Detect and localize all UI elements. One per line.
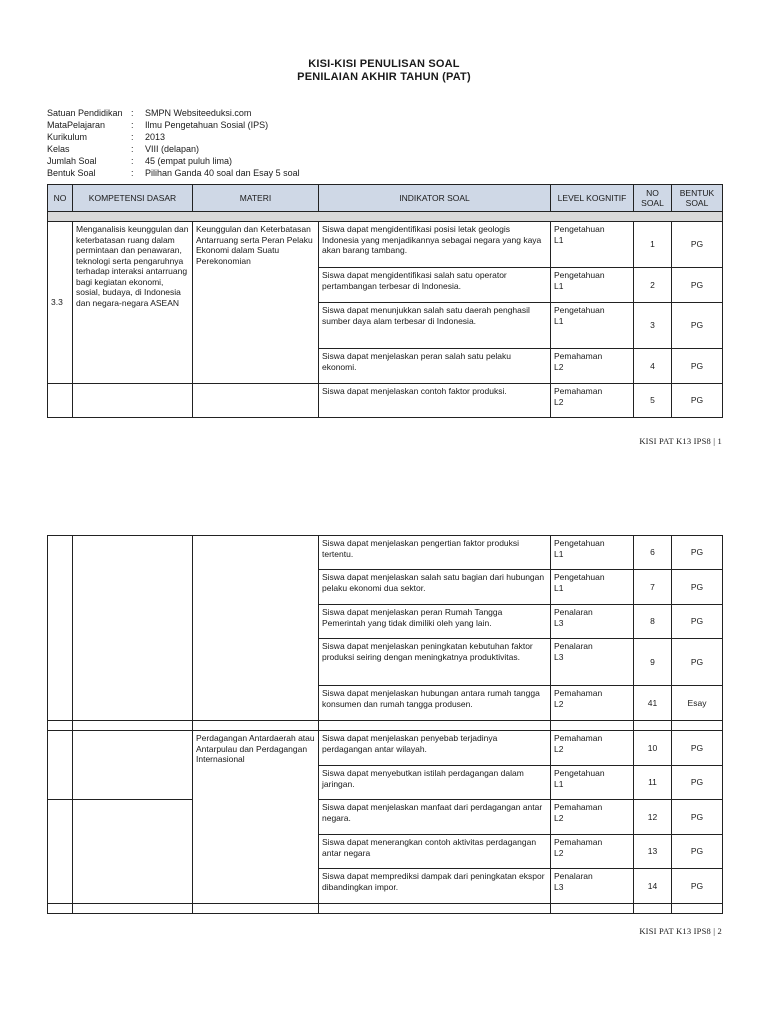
kisi-table-page-1	[47, 184, 723, 418]
level-name: Pemahaman	[554, 351, 603, 361]
bentuk-soal-cell: PG	[672, 570, 723, 605]
info-row: MataPelajaran : Ilmu Pengetahuan Sosial (IPS)	[47, 120, 269, 130]
level-cell	[551, 349, 634, 384]
no-soal-cell: 8	[634, 605, 672, 639]
level-code: L2	[554, 847, 564, 858]
level-name: Pemahaman	[554, 733, 603, 743]
level-code: L3	[554, 881, 564, 892]
info-row: Jumlah Soal : 45 (empat puluh lima)	[47, 156, 233, 166]
kd-number: 3.3	[48, 222, 73, 384]
page-subtitle: PENILAIAN AKHIR TAHUN (PAT)	[297, 71, 471, 83]
bentuk-soal-cell: PG	[672, 800, 723, 835]
indikator-cell: Siswa dapat menjelaskan penyebab terjadinya perdagangan antar wilayah.	[319, 731, 551, 766]
level-name: Pengetahuan	[554, 224, 605, 234]
page-title: KISI-KISI PENULISAN SOAL	[308, 58, 460, 70]
level-code: L1	[554, 315, 564, 326]
header-no: NO	[48, 185, 73, 212]
kompetensi-dasar-cell: Menganalisis keunggulan dan keterbatasan ruang dalam permintaan dan penawaran, teknologi serta pengaruhnya terhadap interaksi antarruang bagi kegiatan ekonomi, sosial, budaya, di Indonesia dan negara-negara ASEAN	[73, 222, 193, 384]
no-soal-cell: 6	[634, 536, 672, 570]
info-value: Pilihan Ganda 40 soal dan Esay 5 soal	[145, 168, 300, 178]
no-soal-cell: 10	[634, 731, 672, 766]
level-code: L3	[554, 617, 564, 628]
no-soal-cell: 9	[634, 639, 672, 686]
bentuk-soal-cell: PG	[672, 349, 723, 384]
level-cell	[551, 570, 634, 605]
indikator-cell: Siswa dapat menjelaskan peran Rumah Tangga Pemerintah yang tidak dimiliki oleh yang lain.	[319, 605, 551, 639]
level-cell	[551, 869, 634, 904]
info-label: Bentuk Soal	[47, 168, 96, 178]
indikator-cell: Siswa dapat menjelaskan contoh faktor produksi.	[319, 384, 551, 418]
materi-cell: Perdagangan Antardaerah atau Antarpulau dan Perdagangan Internasional	[193, 731, 319, 904]
no-soal-cell: 1	[634, 222, 672, 268]
info-value: 2013	[145, 132, 166, 142]
level-name: Pemahaman	[554, 386, 603, 396]
table-header-row	[48, 185, 723, 212]
bentuk-soal-cell: PG	[672, 766, 723, 800]
indikator-cell: Siswa dapat menjelaskan peran salah satu pelaku ekonomi.	[319, 349, 551, 384]
info-value: 45 (empat puluh lima)	[145, 156, 233, 166]
bentuk-soal-cell: PG	[672, 303, 723, 349]
level-cell	[551, 384, 634, 418]
indikator-cell: Siswa dapat menjelaskan hubungan antara rumah tangga konsumen dan rumah tangga produsen.	[319, 686, 551, 721]
info-value: SMPN Websiteeduksi.com	[145, 108, 252, 118]
empty-row	[48, 904, 723, 914]
level-name: Pengetahuan	[554, 768, 605, 778]
info-value: Ilmu Pengetahuan Sosial (IPS)	[145, 120, 269, 130]
indikator-cell: Siswa dapat mengidentifikasi salah satu operator pertambangan terbesar di Indonesia.	[319, 268, 551, 303]
table-row	[48, 222, 723, 268]
level-cell	[551, 639, 634, 686]
indikator-cell: Siswa dapat menjelaskan pengertian faktor produksi tertentu.	[319, 536, 551, 570]
bentuk-soal-cell: Esay	[672, 686, 723, 721]
header-materi: MATERI	[193, 185, 319, 212]
level-name: Pemahaman	[554, 837, 603, 847]
info-value: VIII (delapan)	[145, 144, 200, 154]
info-row: Bentuk Soal : Pilihan Ganda 40 soal dan Esay 5 soal	[47, 168, 300, 178]
level-name: Penalaran	[554, 871, 593, 881]
header-bentuk-soal: BENTUK SOAL	[672, 185, 723, 212]
table-row	[48, 536, 723, 570]
no-soal-cell: 13	[634, 835, 672, 869]
level-name: Penalaran	[554, 641, 593, 651]
level-code: L2	[554, 743, 564, 754]
level-cell	[551, 731, 634, 766]
bentuk-soal-cell: PG	[672, 835, 723, 869]
indikator-cell: Siswa dapat menunjukkan salah satu daerah penghasil sumber daya alam terbesar di Indonesia.	[319, 303, 551, 349]
kisi-table-page-2	[47, 535, 723, 914]
bentuk-soal-cell: PG	[672, 731, 723, 766]
indikator-cell: Siswa dapat memprediksi dampak dari peningkatan ekspor dibandingkan impor.	[319, 869, 551, 904]
no-soal-cell: 7	[634, 570, 672, 605]
table-row	[48, 731, 723, 766]
level-cell	[551, 222, 634, 268]
empty-row	[48, 721, 723, 731]
no-soal-cell: 11	[634, 766, 672, 800]
header-kompetensi-dasar: KOMPETENSI DASAR	[73, 185, 193, 212]
level-cell	[551, 766, 634, 800]
bentuk-soal-cell: PG	[672, 384, 723, 418]
level-cell	[551, 800, 634, 835]
indikator-cell: Siswa dapat menjelaskan salah satu bagian dari hubungan pelaku ekonomi dua sektor.	[319, 570, 551, 605]
info-label: Kurikulum	[47, 132, 88, 142]
level-code: L2	[554, 812, 564, 823]
level-cell	[551, 303, 634, 349]
info-label: Kelas	[47, 144, 70, 154]
level-name: Penalaran	[554, 607, 593, 617]
no-soal-cell: 5	[634, 384, 672, 418]
info-row: Kurikulum : 2013	[47, 132, 166, 142]
materi-cell: Keunggulan dan Keterbatasan Antarruang serta Peran Pelaku Ekonomi dalam Suatu Perekonomian	[193, 222, 319, 384]
header-no-soal: NO SOAL	[634, 185, 672, 212]
indikator-cell: Siswa dapat menerangkan contoh aktivitas perdagangan antar negara	[319, 835, 551, 869]
page-footer-2: KISI PAT K13 IPS8 | 2	[639, 926, 722, 936]
level-code: L1	[554, 778, 564, 789]
page-footer-1: KISI PAT K13 IPS8 | 1	[639, 436, 722, 446]
level-name: Pengetahuan	[554, 305, 605, 315]
level-cell	[551, 686, 634, 721]
no-soal-cell: 14	[634, 869, 672, 904]
no-soal-cell: 4	[634, 349, 672, 384]
bentuk-soal-cell: PG	[672, 639, 723, 686]
info-row: Kelas : VIII (delapan)	[47, 144, 200, 154]
level-name: Pemahaman	[554, 802, 603, 812]
bentuk-soal-cell: PG	[672, 536, 723, 570]
table-row	[48, 800, 723, 835]
level-code: L2	[554, 361, 564, 372]
no-soal-cell: 41	[634, 686, 672, 721]
level-code: L3	[554, 651, 564, 662]
document-info	[47, 107, 300, 179]
level-code: L1	[554, 280, 564, 291]
indikator-cell: Siswa dapat mengidentifikasi posisi letak geologis Indonesia yang menjadikannya sebagai negara yang kaya akan barang tambang.	[319, 222, 551, 268]
info-row: Satuan Pendidikan : SMPN Websiteeduksi.com	[47, 108, 252, 118]
header-indikator-soal: INDIKATOR SOAL	[319, 185, 551, 212]
table-row	[48, 384, 723, 418]
level-code: L1	[554, 548, 564, 559]
level-code: L1	[554, 582, 564, 593]
level-name: Pengetahuan	[554, 538, 605, 548]
info-label: MataPelajaran	[47, 120, 106, 130]
bentuk-soal-cell: PG	[672, 605, 723, 639]
level-name: Pengetahuan	[554, 270, 605, 280]
indikator-cell: Siswa dapat menjelaskan peningkatan kebutuhan faktor produksi seiring dengan meningkatnya produktivitas.	[319, 639, 551, 686]
level-cell	[551, 605, 634, 639]
no-soal-cell: 12	[634, 800, 672, 835]
level-cell	[551, 835, 634, 869]
indikator-cell: Siswa dapat menyebutkan istilah perdagangan dalam jaringan.	[319, 766, 551, 800]
level-cell	[551, 268, 634, 303]
level-cell	[551, 536, 634, 570]
no-soal-cell: 2	[634, 268, 672, 303]
info-label: Satuan Pendidikan	[47, 108, 123, 118]
bentuk-soal-cell: PG	[672, 268, 723, 303]
no-soal-cell: 3	[634, 303, 672, 349]
level-code: L1	[554, 234, 564, 245]
bentuk-soal-cell: PG	[672, 222, 723, 268]
level-name: Pemahaman	[554, 688, 603, 698]
level-code: L2	[554, 396, 564, 407]
header-level-kognitif: LEVEL KOGNITIF	[551, 185, 634, 212]
level-code: L2	[554, 698, 564, 709]
indikator-cell: Siswa dapat menjelaskan manfaat dari perdagangan antar negara.	[319, 800, 551, 835]
spacer-row	[48, 212, 723, 222]
info-label: Jumlah Soal	[47, 156, 97, 166]
bentuk-soal-cell: PG	[672, 869, 723, 904]
level-name: Pengetahuan	[554, 572, 605, 582]
